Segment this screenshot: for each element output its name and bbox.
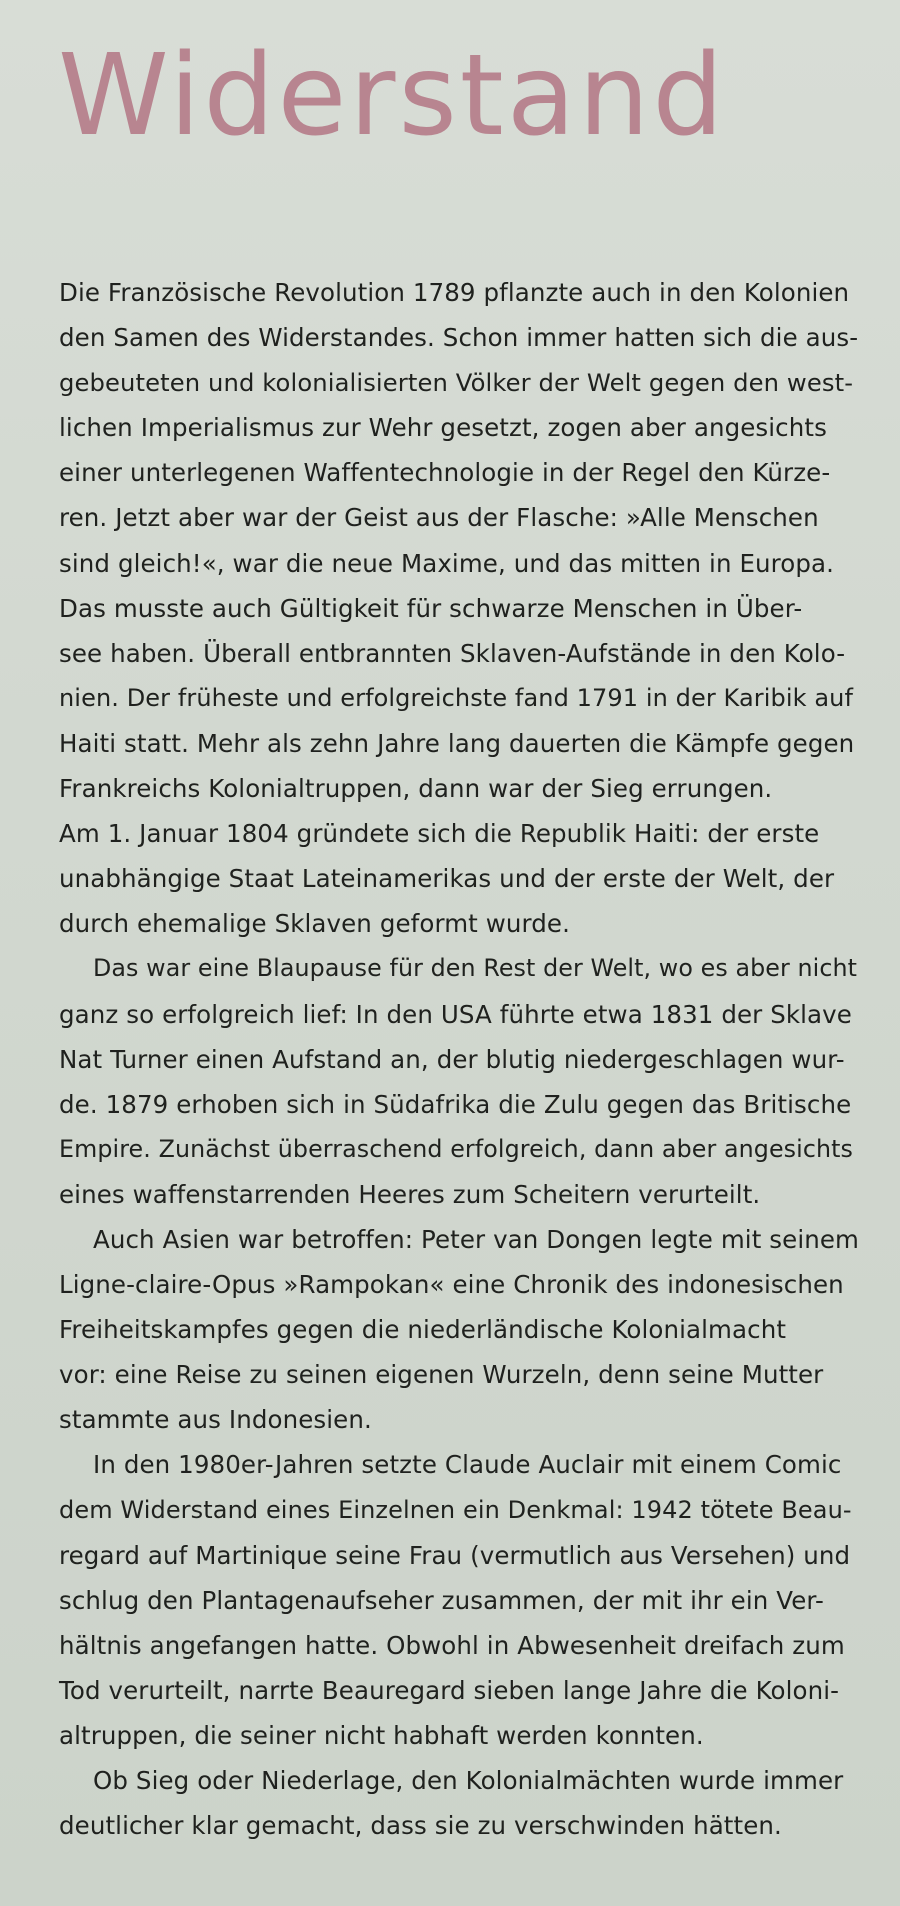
text-line: Die Französische Revolution 1789 pflanzte auch in den Kolonien	[59, 278, 850, 307]
text-line: de. 1879 erhoben sich in Südafrika die Zulu gegen das Britische	[59, 1089, 852, 1119]
text-line: unabhängige Staat Lateinamerikas und der erste der Welt, der	[59, 864, 835, 894]
text-line: Empire. Zunächst überraschend erfolgreich, dann aber angesichts	[59, 1134, 854, 1163]
text-line: Auch Asien war betroffen: Peter van Dongen legte mit seinem	[93, 1224, 859, 1254]
text-line: Haiti statt. Mehr als zehn Jahre lang dauerten die Kämpfe gegen	[59, 728, 855, 758]
text-line: Das war eine Blaupause für den Rest der Welt, wo es aber nicht	[93, 954, 858, 983]
text-line: dem Widerstand eines Einzelnen ein Denkmal: 1942 tötete Beau-	[59, 1495, 852, 1524]
text-line: schlug den Plantagenaufseher zusammen, der mit ihr ein Ver-	[59, 1585, 824, 1615]
text-line: Freiheitskampfes gegen die niederländische Kolonialmacht	[59, 1315, 787, 1345]
text-line: ren. Jetzt aber war der Geist aus der Flasche: »Alle Menschen	[59, 503, 819, 533]
text-line: nien. Der früheste und erfolgreichste fand 1791 in der Karibik auf	[59, 683, 854, 712]
text-line: see haben. Überall entbrannten Sklaven-Aufstände in den Kolo-	[59, 638, 846, 668]
text-line: In den 1980er-Jahren setzte Claude Auclair mit einem Comic	[93, 1450, 842, 1480]
text-line: Frankreichs Kolonialtruppen, dann war der Sieg errungen.	[59, 774, 773, 804]
text-line: ganz so erfolgreich lief: In den USA führte etwa 1831 der Sklave	[59, 999, 852, 1029]
text-line: Ob Sieg oder Niederlage, den Kolonialmächten wurde immer	[93, 1766, 844, 1796]
text-line: altruppen, die seiner nicht habhaft werden konnten.	[59, 1721, 704, 1750]
text-line: einer unterlegenen Waffentechnologie in der Regel den Kürze-	[59, 458, 831, 488]
text-line: vor: eine Reise zu seinen eigenen Wurzeln, denn seine Mutter	[59, 1360, 824, 1390]
text-line: Ligne-claire-Opus »Rampokan« eine Chronik des indonesischen	[59, 1270, 844, 1300]
text-line: den Samen des Widerstandes. Schon immer hatten sich die aus-	[59, 323, 859, 353]
text-line: Am 1. Januar 1804 gründete sich die Republik Haiti: der erste	[59, 819, 820, 849]
text-line: gebeuteten und kolonialisierten Völker der Welt gegen den west-	[59, 368, 854, 398]
text-line: lichen Imperialismus zur Wehr gesetzt, zogen aber angesichts	[59, 413, 827, 443]
text-line: Tod verurteilt, narrte Beauregard sieben lange Jahre die Koloni-	[59, 1675, 840, 1705]
text-line: deutlicher klar gemacht, dass sie zu verschwinden hätten.	[59, 1811, 782, 1841]
text-line: Nat Turner einen Aufstand an, der blutig niedergeschlagen wur-	[59, 1044, 845, 1074]
body-text	[59, 270, 859, 1848]
text-line: eines waffenstarrenden Heeres zum Scheitern verurteilt.	[59, 1179, 761, 1209]
text-line: hältnis angefangen hatte. Obwohl in Abwesenheit dreifach zum	[59, 1630, 845, 1660]
text-line: sind gleich!«, war die neue Maxime, und das mitten in Europa.	[59, 548, 835, 578]
text-line: stammte aus Indonesien.	[59, 1405, 372, 1435]
text-line: regard auf Martinique seine Frau (vermutlich aus Versehen) und	[59, 1540, 851, 1570]
text-line: Das musste auch Gültigkeit für schwarze Menschen in Über-	[59, 593, 803, 623]
text-line: durch ehemalige Sklaven geformt wurde.	[59, 909, 570, 939]
page-title: Widerstand	[58, 31, 727, 161]
